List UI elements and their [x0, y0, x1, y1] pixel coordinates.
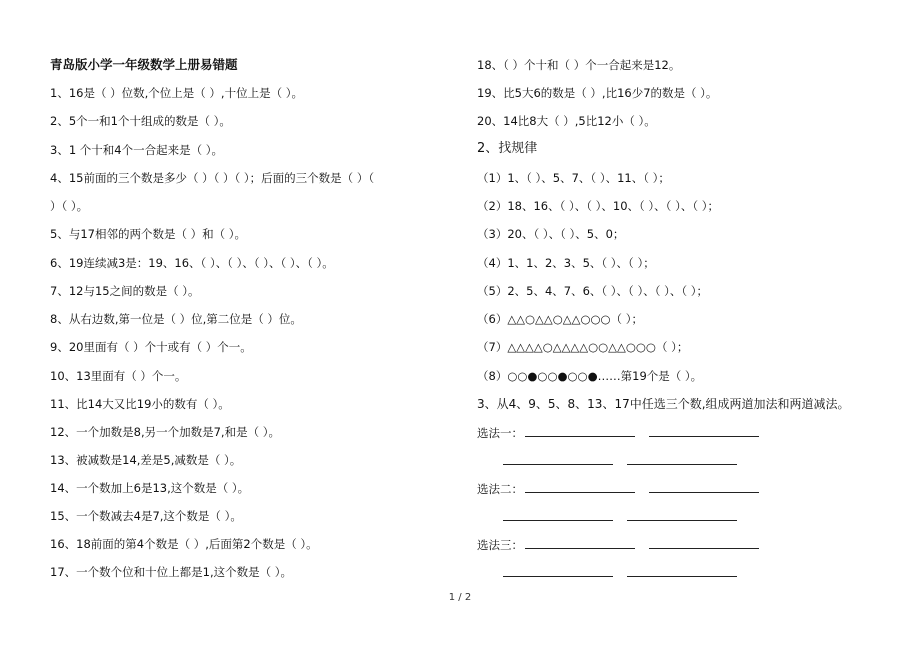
pattern-5: （5）2、5、4、7、6、（ ）、（ ）、（ ）、（ ）；	[477, 284, 709, 298]
question-15: 15、一个数减去4是7,这个数是（ ）。	[50, 509, 242, 523]
method-2-label: 选法二：	[477, 482, 523, 496]
question-18: 18、（ ）个十和（ ）个一合起来是12。	[477, 58, 681, 72]
pattern-7: （7）△△△△○△△△△○○△△○○○（ ）；	[477, 340, 689, 354]
question-16: 16、18前面的第4个数是（ ）,后面第2个数是（ ）。	[50, 537, 318, 551]
answer-blank[interactable]	[503, 508, 613, 521]
method-1-row-1	[477, 424, 759, 440]
page-number: 1 / 2	[448, 592, 472, 603]
answer-blank[interactable]	[525, 536, 635, 549]
question-10: 10、13里面有（ ）个一。	[50, 369, 187, 383]
answer-blank[interactable]	[627, 452, 737, 465]
question-20: 20、14比8大（ ）,5比12小（ ）。	[477, 114, 656, 128]
question-8: 8、从右边数,第一位是（ ）位,第二位是（ ）位。	[50, 312, 302, 326]
method-3-row-2	[477, 564, 737, 580]
question-7: 7、12与15之间的数是（ ）。	[50, 284, 200, 298]
method-3-row-1	[477, 536, 759, 552]
question-4: 4、15前面的三个数是多少（ ）（ ）（ ）；后面的三个数是（ ）（	[50, 171, 375, 185]
question-13: 13、被减数是14,差是5,减数是（ ）。	[50, 453, 242, 467]
answer-blank[interactable]	[649, 480, 759, 493]
pattern-1: （1）1、（ ）、5、7、（ ）、11、（ ）；	[477, 171, 670, 185]
question-19: 19、比5大6的数是（ ）,比16少7的数是（ ）。	[477, 86, 718, 100]
question-5: 5、与17相邻的两个数是（ ）和（ ）。	[50, 227, 247, 241]
answer-blank[interactable]	[525, 480, 635, 493]
answer-blank[interactable]	[503, 452, 613, 465]
page-title: 青岛版小学一年级数学上册易错题	[50, 57, 238, 72]
question-9: 9、20里面有（ ）个十或有（ ）个一。	[50, 340, 252, 354]
question-2: 2、5个一和1个十组成的数是（ ）。	[50, 114, 231, 128]
question-4-cont: ）（ ）。	[50, 199, 89, 213]
answer-blank[interactable]	[649, 536, 759, 549]
question-1: 1、16是（ ）位数,个位上是（ ）,十位上是（ ）。	[50, 86, 303, 100]
question-3: 3、1 个十和4个一合起来是（ ）。	[50, 143, 224, 157]
section-2-title: 2、找规律	[477, 141, 538, 156]
question-6: 6、19连续减3是：19、16、（ ）、（ ）、（ ）、（ ）、（ ）。	[50, 256, 334, 270]
method-2-row-1	[477, 480, 759, 496]
pattern-8: （8）○○●○○●○○●……第19个是（ ）。	[477, 369, 703, 383]
answer-blank[interactable]	[627, 508, 737, 521]
pattern-6: （6）△△○△△○△△○○○（ ）；	[477, 312, 643, 326]
answer-blank[interactable]	[627, 564, 737, 577]
answer-blank[interactable]	[525, 424, 635, 437]
method-2-row-2	[477, 508, 737, 524]
question-14: 14、一个数加上6是13,这个数是（ ）。	[50, 481, 250, 495]
method-3-label: 选法三：	[477, 538, 523, 552]
question-12: 12、一个加数是8,另一个加数是7,和是（ ）。	[50, 425, 280, 439]
method-1-row-2	[477, 452, 737, 468]
answer-blank[interactable]	[649, 424, 759, 437]
question-17: 17、一个数个位和十位上都是1,这个数是（ ）。	[50, 565, 293, 579]
question-11: 11、比14大又比19小的数有（ ）。	[50, 397, 230, 411]
pattern-2: （2）18、16、（ ）、（ ）、10、（ ）、（ ）、（ ）；	[477, 199, 719, 213]
pattern-4: （4）1、1、2、3、5、（ ）、（ ）；	[477, 256, 655, 270]
answer-blank[interactable]	[503, 564, 613, 577]
method-1-label: 选法一：	[477, 426, 523, 440]
section-3-title: 3、从4、9、5、8、13、17中任选三个数,组成两道加法和两道减法。	[477, 397, 850, 411]
pattern-3: （3）20、（ ）、（ ）、5、0；	[477, 227, 625, 241]
